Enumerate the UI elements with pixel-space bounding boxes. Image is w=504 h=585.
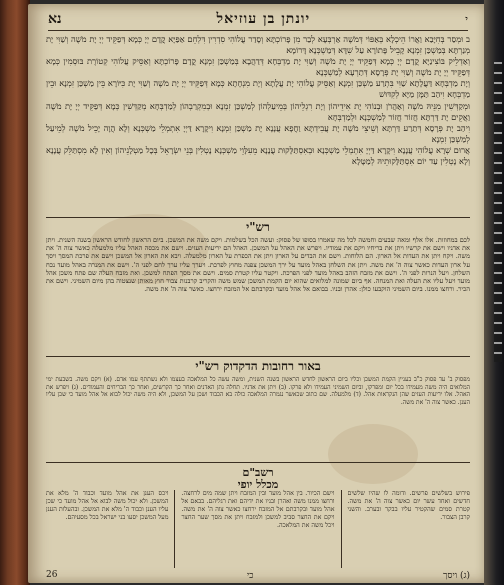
- divider: [46, 356, 470, 357]
- rashi-text-block: [46, 236, 470, 293]
- column-divider: [341, 490, 342, 568]
- book-page: [28, 4, 486, 583]
- targum-paragraph: ב וּמְסַר בְּחִיָּבַא וַאֲרוֹ הֵיכְלָא בְּאַפּוֹי דְּמֹשֶׁה אַרְבְּעָא לְבַר מִן פָּרוֹכְתָּא וְסָדַר עֲלוֹהִי סִדְרִין דִּלְחֵם אַפַּיָּא קֳדָם יְיָ כְּמָא דְּפַקֵּיד יְיָ יָת מֹשֶׁה וְשַׁוִּי יָת מְנַרְתָּא בְּמַשְׁכַּן זִמְנָא קָבֵיל פָּתוֹרָא עַל שִׁדָּא דְּמַשְׁכְּנָא דָּרוֹמָא: [46, 34, 470, 56]
- commentary-column: ויכס הענן את אהל מועד וכבוד ה' מלא את המשכן. ולא יכול משה לבוא אל אהל מועד כי שכן עליו הענן וכבוד ה' מלא את המשכן. ובהעלות הענן מעל המשכן יסעו בני ישראל בכל מסעיהם.: [45, 490, 169, 522]
- targum-text-block: [46, 34, 470, 167]
- targum-paragraph: וִיהַב יָת פְּרָסָא דְּתַרַע דַּרְתָּא וְשֵׁיצֵי מֹשֶׁה יָת עֲבִידְתָּא וַחֲפָא עֲנָנָא יָת מַשְׁכַּן זִמְנָא וִיקָרָא דַּיְיָ אִתְמְלֵי מַשְׁכְּנָא וְלָא הֲוָה יָכֵיל מֹשֶׁה לְמֵיעַל לְמַשְׁכַּן זִמְנָא: [46, 122, 470, 144]
- baur-text: מפסוק ב' עד פסוק כ"ב בעניין הקמת המשכן וכליו ביום הראשון לחדש הראשון בשנה השנית, ומשה עשה כל המלאכה בעצמו ולא נשתתף עמו אדם. (א) ויקם משה. בשבעת ימי המלואים היה משה מעמידו בכל יום ומפרקו, וביום השמיני העמידו ולא פרקו. (ב) ויתן את אדניו. תחלה נתן האדנים ואחר כך הקרשים, ואחר כך הבריחים והעמודים. (ג) ויפרש את האהל. אלו יריעות העזים שהן הנקראות אהל. (ד) מלמעלה. שם כתוב שכאשר נגמרה המלאכה כולה בא הכבוד ושכן על המשכן, ולא היה משה יכול לבוא אל אהל מועד כי שכן עליו הענן. כאשר צוה ה' את משה.: [46, 376, 470, 406]
- targum-paragraph: וּמְקַדְּשִׁין מִנֵּיהּ מֹשֶׁה וְאַהֲרֹן וּבְנוֹהִי יָת אִידֵיהוֹן וְיָת רִגְלֵיהוֹן בְּמֵיעַלְהוֹן לְמַשְׁכַּן זִמְנָא וּבְמִקְרַבְהוֹן לְמַדְבְּחָא מְקַדְּשִׁין כְּמָא דְּפַקֵּיד יְיָ יָת מֹשֶׁה וַאֲקֵים יָת דַּרְתָּא חֲזוֹר חֲזוֹר לְמַשְׁכְּנָא וּלְמַדְבְּחָא: [46, 100, 470, 122]
- signature-mark: 26: [46, 570, 58, 580]
- commentary-column: פירוש בשלשים פרשים. ודומה לו שהיו שלשים חדשים ואחד עשר יום כאשר צוה ה' את משה. קטרת סמים שהקטיר עליו בבקר ובערב. והשני קרבן הצבור.: [347, 490, 470, 522]
- commentary-column: וישם הכיור. בין אהל מועד ובין המזבח ויתן שמה מים לרחצה. ורחצו ממנו משה ואהרן ובניו את ידיהם ואת רגליהם. בבאם אל אהל מועד ובקרבתם אל המזבח ירחצו כאשר צוה ה' את משה. ויקם את החצר סביב למשכן ולמזבח ויתן את מסך שער החצר ויכל משה את המלאכה.: [181, 490, 335, 530]
- targum-paragraph: וְאַדְלֵיק בּוֹצִינַיָּא קֳדָם יְיָ כְּמָא דְּפַקֵּיד יְיָ יָת מֹשֶׁה וְשַׁוִּי יָת מַדְבְּחָא דְּדַהֲבָא בְּמַשְׁכַּן זִמְנָא קֳדָם פָּרוֹכְתָּא וְאַסֵּיק עֲלוֹהִי קְטוֹרֶת בּוּסְמִין כְּמָא דְּפַקֵּיד יְיָ יָת מֹשֶׁה וְשַׁוִּי יָת פְּרָסָא דְּתַרְעָא לְמַשְׁכְּנָא: [46, 56, 470, 78]
- scan-edge: [484, 0, 504, 585]
- column-divider: [174, 490, 175, 568]
- divider: [46, 462, 470, 463]
- targum-paragraph: אֲרוּם שְׁרָא עֲלוֹהִי עֲנָנָא וִיקָרָא דַּיְיָ אִתְמְלֵי מַשְׁכְּנָא וּבְאִסְתַּלָּקוּת עֲנָנָא מֵעִלָּוֵי מַשְׁכְּנָא נָטְלִין בְּנֵי יִשְׂרָאֵל בְּכָל מַטְלָנֵיהוֹן וְאִין לָא מִסְתַּלֵּק עֲנָנָא וְלָא נָטְלִין עַד יוֹם אִסְתַּלָּקוּתֵיהּ לְמַטָּלָא: [46, 144, 470, 167]
- header-mark: י: [465, 12, 468, 26]
- baur-text-block: [46, 376, 470, 406]
- rashbam-heading: רשב"ם: [242, 466, 274, 479]
- catchword: (ג) ויסך: [442, 571, 470, 581]
- running-title: יונתן בן עוזיאל: [216, 10, 311, 27]
- running-header: [48, 8, 468, 31]
- baur-heading: באור רחובות הדקדוק רש"י: [195, 359, 321, 373]
- bottom-commentary-columns: [46, 490, 470, 568]
- rashi-heading: רש"י: [246, 220, 270, 234]
- book-spine: [0, 0, 30, 585]
- scan-ruler: [494, 62, 502, 362]
- page-footer: [46, 570, 470, 582]
- footer-center: כי: [246, 571, 254, 581]
- targum-paragraph: וְיָת מַדְבְּחָא דַּעֲלָתָא שַׁוִּי בִּתְרַע מַשְׁכַּן זִמְנָא וְאַסֵּיק עֲלוֹהִי יָת עֲלָתָא וְיָת מִנְחָתָא כְּמָא דְּפַקֵּיד יְיָ יָת מֹשֶׁה וְשַׁוִּי יָת כִּיּוֹרָא בֵּין מַשְׁכַּן זִמְנָא וּבֵין מַדְבְּחָא וִיהַב תַּמָּן מַיָּא לְקִדּוּשׁ: [46, 78, 470, 100]
- michlal-yofi-heading: מכלל יופי: [237, 478, 279, 491]
- divider: [46, 217, 470, 218]
- page-number: נא: [48, 10, 62, 27]
- rashi-text: לכם במחוזות. אלו אלף ומאה שבעים וחמשה לכל מה שאמרו בסופו של פסוק: ועשה הכל בשלמות. ויקם משה את המשכן. ביום הראשון לחודש הראשון בשנה השנית. ויתן את אדניו וישם את קרשיו ויתן את בריחיו ויקם את עמודיו. ויפרש את האהל על המשכן. האהל הם יריעות העזים. וישם את מכסה האהל עליו מלמעלה כאשר צוה ה' את משה. ויקח ויתן את העדות אל הארון. הם הלוחות. וישם את הבדים על הארון ויתן את הכפרת על הארון מלמעלה. ויבא את הארון אל המשכן וישם את פרכת המסך ויסך על ארון העדות כאשר צוה ה' את משה. ויתן את השלחן באהל מועד על ירך המשכן צפנה מחוץ לפרכת. ויערך עליו ערך לחם לפני ה'. וישם את המנרה באהל מועד נכח השלחן. ויעל הנרות לפני ה'. וישם את מזבח הזהב באהל מועד לפני הפרכת. ויקטר עליו קטרת סמים. וישם את מסך הפתח למשכן. ואת מזבח העלה שם פתח משכן אהל מועד ויעל עליו את העלה ואת המנחה. אף ביום שמונה למלואים שהוא יום הקמת המשכן שמש משה והקריב קרבנות צבור חוץ מאותן שנצטוה בהן מיום השמיני. וישם את הכיר. ורחצו ממנו. ביום השמיני הוקבעו כולן: אהרן ובניו. בבואם אל אהל מועד ובקרבתם אל המזבח ירחצו. כאשר צוה ה' את משה.: [46, 236, 470, 294]
